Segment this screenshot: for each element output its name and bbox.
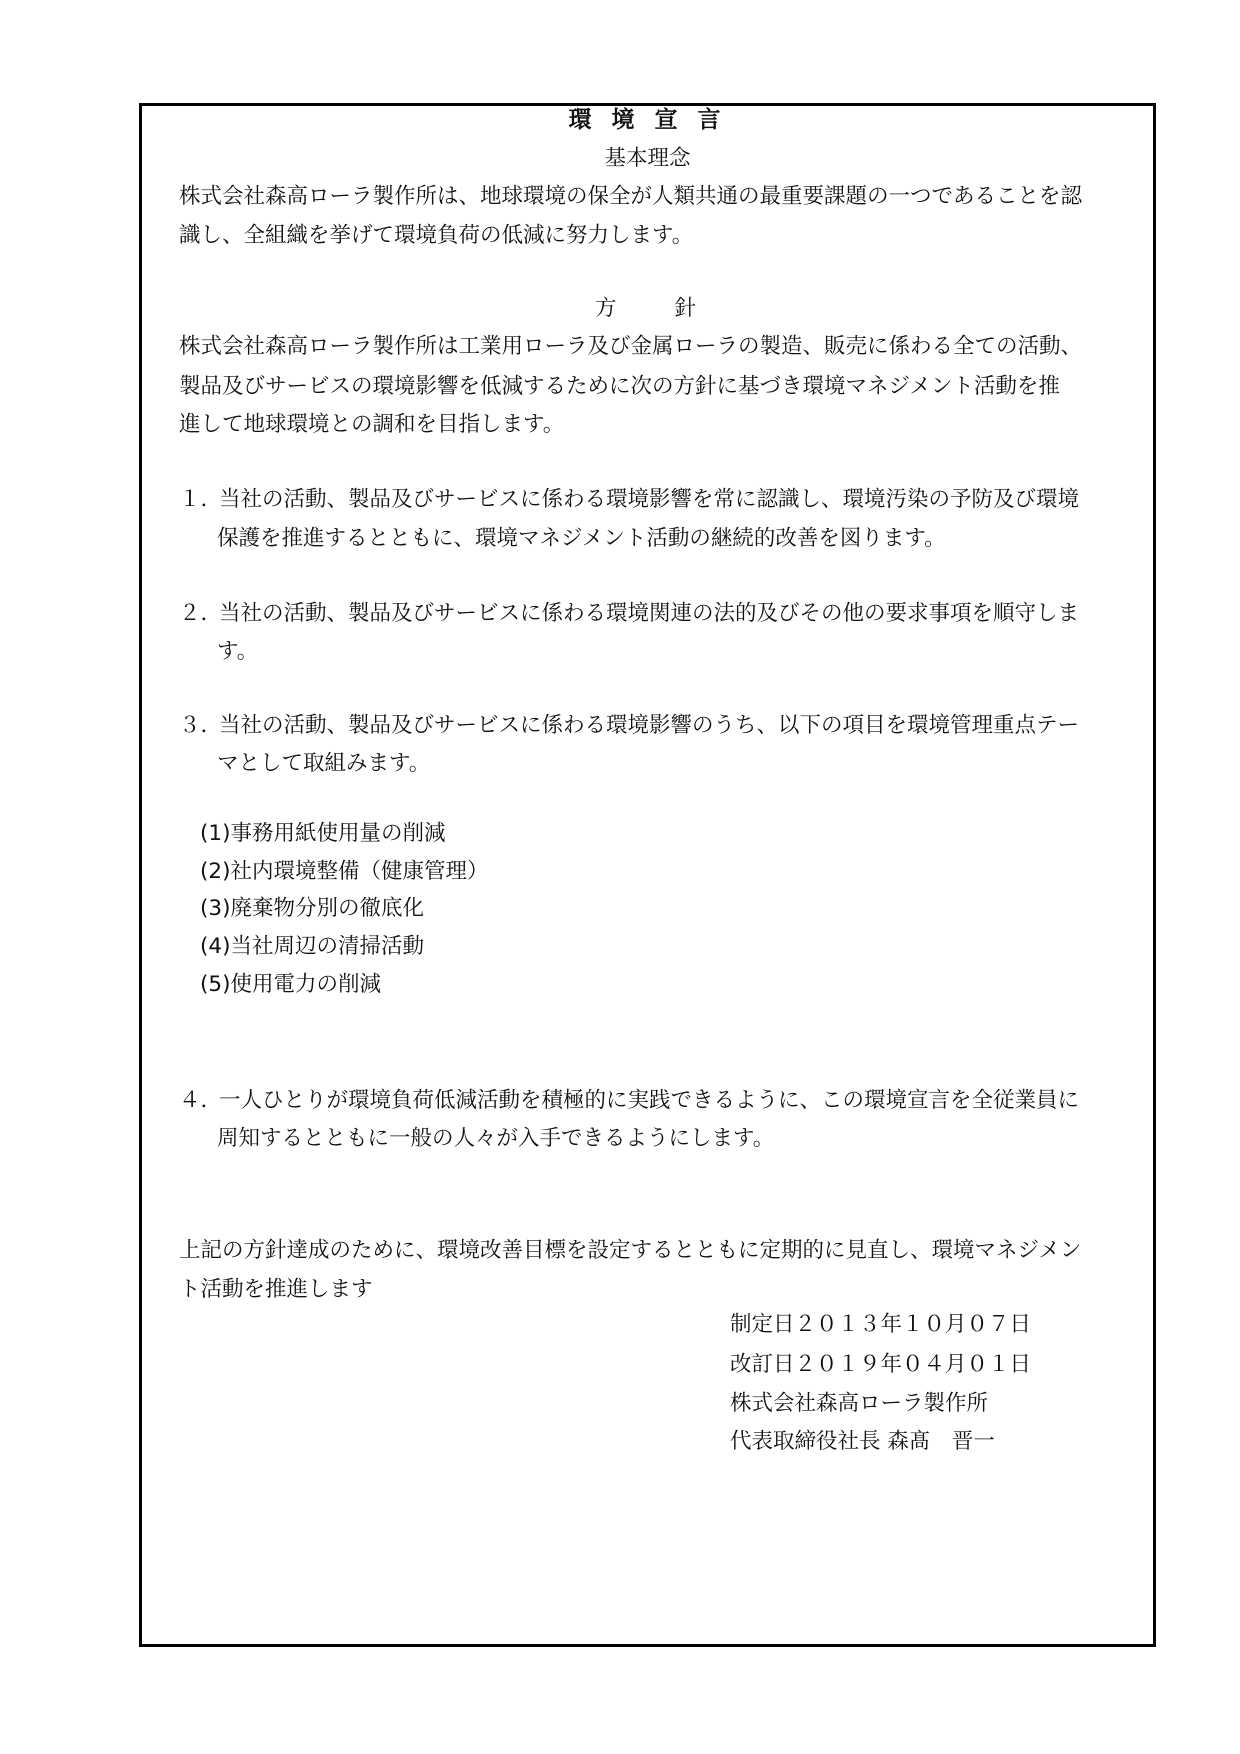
policy-item-2-number: ２．: [179, 601, 223, 626]
policy-heading: [595, 289, 696, 328]
policy-item-4-line-2: 周知するとともに一般の人々が入手できるようにします。: [217, 1126, 775, 1151]
theme-item-5: (5)使用電力の削減: [200, 972, 381, 997]
philosophy-text-line-2: 識し、全組織を挙げて環境負荷の低減に努力します。: [179, 223, 694, 248]
policy-text-line-3: 進して地球環境との調和を目指します。: [179, 412, 565, 437]
policy-item-1-number: １．: [179, 487, 223, 512]
policy-text-line-2: 製品及びサービスの環境影響を低減するために次の方針に基づき環境マネジメント活動を推: [179, 374, 1060, 399]
established-date: 制定日２０１３年１０月０７日: [730, 1312, 1032, 1337]
policy-item-3-line-1: 当社の活動、製品及びサービスに係わる環境影響のうち、以下の項目を環境管理重点テー: [219, 713, 1080, 738]
policy-item-1-line-2: 保護を推進するとともに、環境マネジメント活動の継続的改善を図ります。: [217, 526, 946, 551]
policy-item-1-line-1: 当社の活動、製品及びサービスに係わる環境影響を常に認識し、環境汚染の予防及び環境: [219, 487, 1080, 512]
company-name: 株式会社森高ローラ製作所: [730, 1391, 989, 1416]
policy-item-3-line-2: マとして取組みます。: [217, 751, 431, 776]
philosophy-heading: 基本理念: [604, 146, 691, 171]
theme-item-1: (1)事務用紙使用量の削減: [200, 821, 446, 846]
philosophy-text-line-1: 株式会社森高ローラ製作所は、地球環境の保全が人類共通の最重要課題の一つであることを認: [179, 184, 1083, 209]
document-title: 環 境 宣 言: [568, 107, 727, 133]
policy-item-4-line-1: 一人ひとりが環境負荷低減活動を積極的に実践できるように、この環境宣言を全従業員に: [219, 1088, 1080, 1113]
policy-item-2-line-2: す。: [217, 639, 259, 664]
theme-item-3: (3)廃棄物分別の徹底化: [200, 896, 424, 921]
policy-text-line-1: 株式会社森高ローラ製作所は工業用ローラ及び金属ローラの製造、販売に係わる全ての活動、: [179, 334, 1083, 359]
policy-item-2-line-1: 当社の活動、製品及びサービスに係わる環境関連の法的及びその他の要求事項を順守しま: [219, 601, 1080, 626]
policy-heading-right: 針: [674, 296, 697, 321]
closing-text-line-2: ト活動を推進します: [179, 1277, 373, 1302]
policy-item-3-number: ３．: [179, 713, 223, 738]
policy-item-4-number: ４．: [179, 1088, 223, 1113]
theme-item-4: (4)当社周辺の清掃活動: [200, 934, 424, 959]
revised-date: 改訂日２０１９年０４月０１日: [730, 1352, 1032, 1377]
representative-name: 代表取締役社長 森髙 晋一: [730, 1429, 995, 1454]
theme-item-2: (2)社内環境整備（健康管理）: [200, 859, 489, 884]
closing-text-line-1: 上記の方針達成のために、環境改善目標を設定するとともに定期的に見直し、環境マネジメン: [179, 1238, 1082, 1263]
policy-heading-left: 方: [595, 296, 617, 321]
